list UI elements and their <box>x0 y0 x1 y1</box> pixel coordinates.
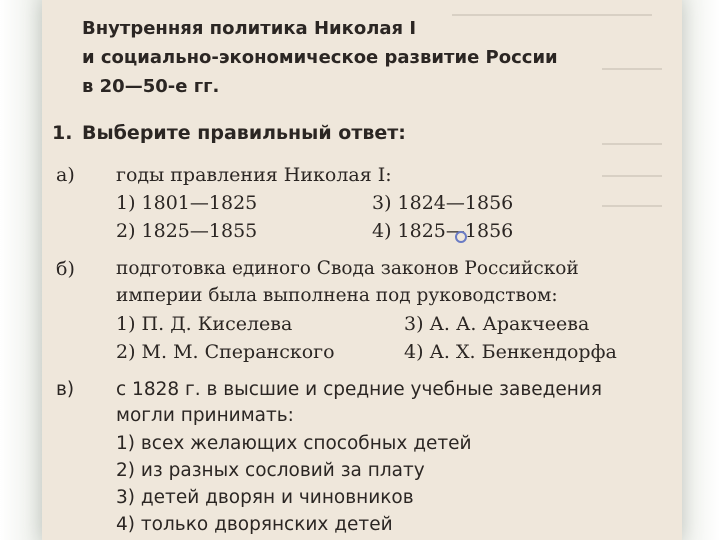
part-b-label: б) <box>56 258 75 280</box>
part-b-option-4: 4) А. Х. Бенкендорфа <box>404 341 617 363</box>
worksheet <box>42 0 682 540</box>
part-b-option-1: 1) П. Д. Киселева <box>116 313 293 335</box>
part-v-label: в) <box>56 379 75 400</box>
part-a-option-4: 4) 1825—1856 <box>372 220 514 242</box>
question-number: 1. <box>52 122 73 144</box>
part-a-option-1: 1) 1801—1825 <box>116 192 258 214</box>
question-text: Выберите правильный ответ: <box>82 122 406 144</box>
left-background <box>0 0 42 540</box>
part-a-option-2: 2) 1825—1855 <box>116 220 258 242</box>
part-b-prompt-line-1: подготовка единого Свода законов Российской <box>116 258 579 279</box>
part-v-option-4: 4) только дворянских детей <box>116 514 393 535</box>
part-v-option-2: 2) из разных сословий за плату <box>116 460 425 481</box>
title-line-2: и социально-экономическое развитие России <box>82 47 558 68</box>
part-b-prompt-line-2: империи была выполнена под руководством: <box>116 285 558 306</box>
part-v-option-3: 3) детей дворян и чиновников <box>116 487 414 508</box>
part-b-option-3: 3) А. А. Аракчеева <box>404 313 590 335</box>
part-a-prompt: годы правления Николая I: <box>116 164 392 186</box>
page-title <box>82 14 558 101</box>
part-v-prompt-line-1: с 1828 г. в высшие и средние учебные заведения <box>116 379 603 400</box>
title-line-3: в 20—50-е гг. <box>82 76 220 97</box>
title-line-1: Внутренняя политика Николая I <box>82 18 417 39</box>
scanned-page <box>42 0 682 540</box>
right-background <box>680 0 720 540</box>
part-v-option-1: 1) всех желающих способных детей <box>116 433 472 454</box>
part-b-option-2: 2) М. М. Сперанского <box>116 341 335 363</box>
pen-mark <box>455 231 467 243</box>
part-a-label: а) <box>56 164 75 186</box>
part-a-option-3: 3) 1824—1856 <box>372 192 514 214</box>
part-v-prompt-line-2: могли принимать: <box>116 405 294 426</box>
